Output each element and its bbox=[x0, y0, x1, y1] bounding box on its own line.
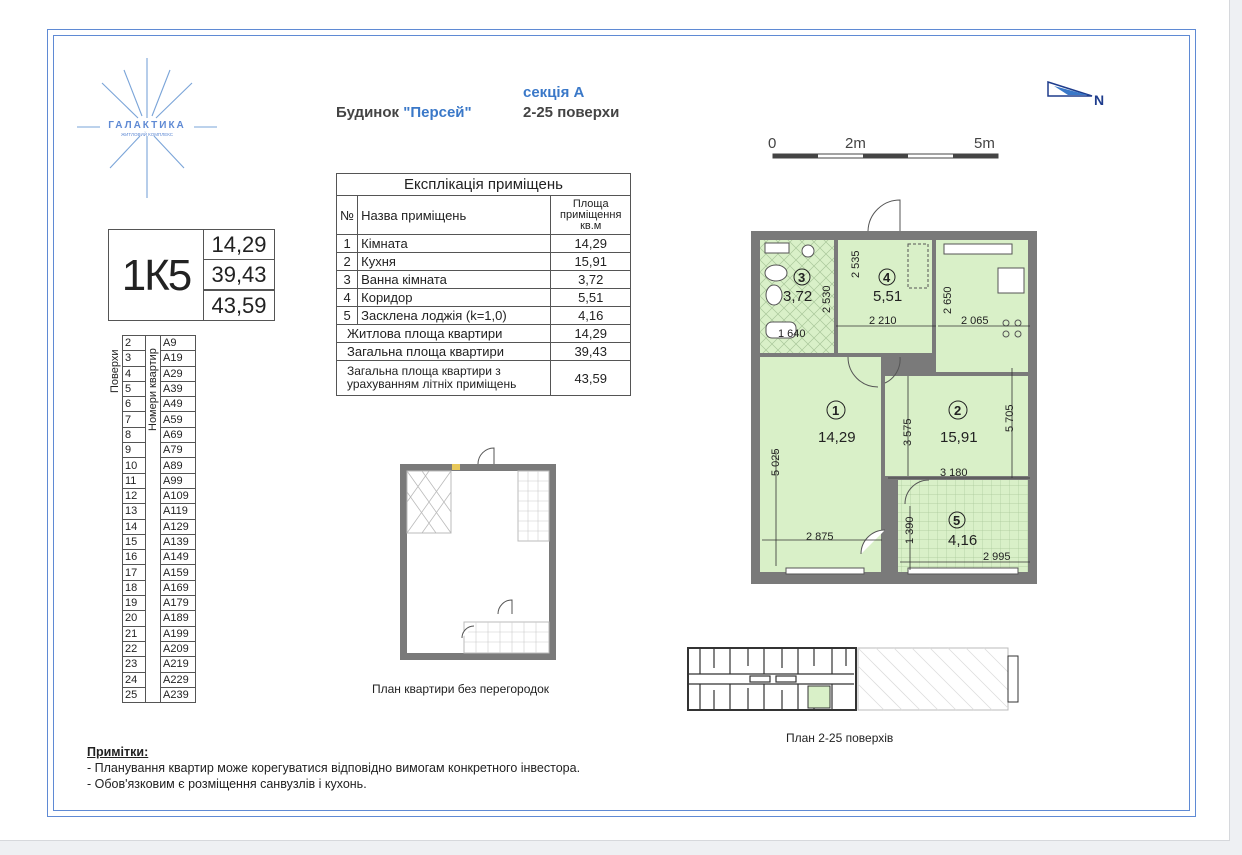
row-name: Засклена лоджія (k=1,0) bbox=[358, 307, 551, 325]
col-area: Площа приміщення кв.м bbox=[551, 196, 631, 235]
floor-number: 14 bbox=[123, 519, 146, 534]
room-area-1: 14,29 bbox=[818, 429, 856, 446]
explication-total-row bbox=[337, 325, 631, 343]
floor-number: 2 bbox=[123, 336, 146, 351]
apartment-number: А189 bbox=[161, 611, 196, 626]
apartment-number: А159 bbox=[161, 565, 196, 580]
row-area: 4,16 bbox=[551, 307, 631, 325]
logo-brand: ГАЛАКТИКА bbox=[108, 120, 186, 131]
floor-number: 5 bbox=[123, 381, 146, 396]
dim-label: 1 390 bbox=[904, 516, 916, 544]
scale-mid: 2m bbox=[845, 135, 866, 152]
floor-number: 10 bbox=[123, 458, 146, 473]
room-area-3: 3,72 bbox=[783, 288, 813, 305]
floor-number: 16 bbox=[123, 550, 146, 565]
dim-label: 2 875 bbox=[806, 531, 834, 543]
floor-number: 23 bbox=[123, 657, 146, 672]
apartment-code: 1К5 bbox=[108, 229, 204, 321]
row-name: Коридор bbox=[358, 289, 551, 307]
building-name: "Персей" bbox=[403, 104, 472, 121]
room-number-1: 1 bbox=[832, 403, 840, 418]
dim-label: 2 210 bbox=[869, 315, 897, 327]
floor-number: 22 bbox=[123, 641, 146, 656]
apartment-number: А149 bbox=[161, 550, 196, 565]
dim-label: 2 065 bbox=[961, 315, 989, 327]
floors-header: Поверхи bbox=[109, 348, 121, 393]
floor-number: 6 bbox=[123, 397, 146, 412]
floor-number: 4 bbox=[123, 366, 146, 381]
floor-number: 8 bbox=[123, 427, 146, 442]
row-no: 2 bbox=[337, 253, 358, 271]
room-number-4: 4 bbox=[883, 270, 891, 285]
apartment-number: А9 bbox=[161, 336, 196, 351]
floor-number: 24 bbox=[123, 672, 146, 687]
apartment-number: А199 bbox=[161, 626, 196, 641]
dim-label: 5 705 bbox=[1004, 404, 1016, 432]
row-area: 3,72 bbox=[551, 271, 631, 289]
apartment-number: А179 bbox=[161, 596, 196, 611]
room-area-2: 15,91 bbox=[940, 429, 978, 446]
col-no: № bbox=[337, 196, 358, 235]
apartment-number: А19 bbox=[161, 351, 196, 366]
apartment-number: А109 bbox=[161, 488, 196, 503]
row-area: 15,91 bbox=[551, 253, 631, 271]
floor-row bbox=[108, 336, 196, 351]
floor-number: 19 bbox=[123, 596, 146, 611]
explication-row bbox=[337, 253, 631, 271]
room-number-3: 3 bbox=[798, 270, 806, 285]
apartment-number: А69 bbox=[161, 427, 196, 442]
dim-label: 2 530 bbox=[821, 285, 833, 313]
row-area: 5,51 bbox=[551, 289, 631, 307]
dim-label: 5 025 bbox=[770, 448, 782, 476]
apartment-number: А229 bbox=[161, 672, 196, 687]
apartment-living-area: 14,29 bbox=[203, 229, 275, 260]
scale-zero: 0 bbox=[768, 135, 777, 152]
building-title bbox=[336, 104, 472, 121]
apartment-number: А99 bbox=[161, 473, 196, 488]
dim-label: 3 575 bbox=[902, 418, 914, 446]
apartment-summary bbox=[108, 229, 275, 321]
total-name: Загальна площа квартири з урахуванням літніх приміщень bbox=[337, 361, 551, 396]
scale-bar bbox=[765, 132, 1005, 162]
notes-title: Примітки: bbox=[87, 745, 149, 759]
total-name: Загальна площа квартири bbox=[337, 343, 551, 361]
apartment-number: А129 bbox=[161, 519, 196, 534]
apartment-number: А139 bbox=[161, 534, 196, 549]
total-name: Житлова площа квартири bbox=[337, 325, 551, 343]
caption-no-partitions: План квартири без перегородок bbox=[372, 682, 550, 696]
galaktika-logo bbox=[72, 58, 222, 203]
apartment-number: А119 bbox=[161, 504, 196, 519]
logo-tagline: ЖИТЛОВИЙ КОМПЛЕКС bbox=[120, 132, 174, 137]
floors-table bbox=[108, 335, 196, 703]
open-floor-plan bbox=[398, 444, 558, 664]
dim-label: 2 535 bbox=[850, 250, 862, 278]
apartment-number: А79 bbox=[161, 443, 196, 458]
building-prefix: Будинок bbox=[336, 104, 404, 121]
row-no: 1 bbox=[337, 235, 358, 253]
room-number-2: 2 bbox=[954, 403, 962, 418]
apartment-number: А219 bbox=[161, 657, 196, 672]
floor-number: 21 bbox=[123, 626, 146, 641]
notes bbox=[87, 744, 580, 792]
explication-total-row bbox=[337, 361, 631, 396]
floor-number: 17 bbox=[123, 565, 146, 580]
apartment-number: А49 bbox=[161, 397, 196, 412]
row-name: Кухня bbox=[358, 253, 551, 271]
caption-floor-plan: План 2-25 поверхів bbox=[786, 731, 894, 745]
floors-label: 2-25 поверхи bbox=[523, 104, 620, 121]
total-area: 14,29 bbox=[551, 325, 631, 343]
north-arrow-icon bbox=[1044, 74, 1114, 110]
scale-max: 5m bbox=[974, 135, 995, 152]
note-item: - Обов'язковим є розміщення санвузлів і кухонь. bbox=[87, 777, 367, 791]
apartment-total-area: 39,43 bbox=[203, 259, 275, 290]
section-label: секція А bbox=[523, 84, 585, 101]
row-name: Кімната bbox=[358, 235, 551, 253]
dim-label: 2 995 bbox=[983, 551, 1011, 563]
explication-table bbox=[336, 173, 631, 396]
apartments-header: Номери квартир bbox=[147, 348, 159, 432]
floor-number: 12 bbox=[123, 488, 146, 503]
explication-title: Експлікація приміщень bbox=[337, 174, 631, 196]
row-area: 14,29 bbox=[551, 235, 631, 253]
apartment-number: А59 bbox=[161, 412, 196, 427]
total-area: 39,43 bbox=[551, 343, 631, 361]
apartment-number: А239 bbox=[161, 687, 196, 702]
dim-label: 1 640 bbox=[778, 328, 806, 340]
note-item: - Планування квартир може корегуватися відповідно вимогам конкретного інвестора. bbox=[87, 761, 581, 775]
floor-number: 13 bbox=[123, 504, 146, 519]
row-no: 3 bbox=[337, 271, 358, 289]
floor-number: 18 bbox=[123, 580, 146, 595]
apartment-floor-plan bbox=[748, 188, 1043, 586]
room-number-5: 5 bbox=[953, 513, 961, 528]
apartment-number: А169 bbox=[161, 580, 196, 595]
explication-row bbox=[337, 289, 631, 307]
row-no: 5 bbox=[337, 307, 358, 325]
building-floor-overview bbox=[686, 644, 1022, 716]
apartment-number: А209 bbox=[161, 641, 196, 656]
total-area: 43,59 bbox=[551, 361, 631, 396]
room-area-5: 4,16 bbox=[948, 532, 978, 549]
floor-number: 25 bbox=[123, 687, 146, 702]
north-label: N bbox=[1094, 92, 1105, 108]
explication-row bbox=[337, 307, 631, 325]
floor-number: 11 bbox=[123, 473, 146, 488]
col-name: Назва приміщень bbox=[358, 196, 551, 235]
floor-number: 15 bbox=[123, 534, 146, 549]
row-name: Ванна кімната bbox=[358, 271, 551, 289]
apartment-number: А39 bbox=[161, 381, 196, 396]
floor-number: 9 bbox=[123, 443, 146, 458]
row-no: 4 bbox=[337, 289, 358, 307]
dim-label: 2 650 bbox=[942, 286, 954, 314]
floor-number: 20 bbox=[123, 611, 146, 626]
floor-number: 3 bbox=[123, 351, 146, 366]
room-area-4: 5,51 bbox=[873, 288, 903, 305]
explication-total-row bbox=[337, 343, 631, 361]
explication-row bbox=[337, 271, 631, 289]
floor-number: 7 bbox=[123, 412, 146, 427]
apartment-number: А29 bbox=[161, 366, 196, 381]
apartment-number: А89 bbox=[161, 458, 196, 473]
explication-row bbox=[337, 235, 631, 253]
dim-label: 3 180 bbox=[940, 467, 968, 479]
apartment-total-summer-area: 43,59 bbox=[203, 290, 275, 321]
